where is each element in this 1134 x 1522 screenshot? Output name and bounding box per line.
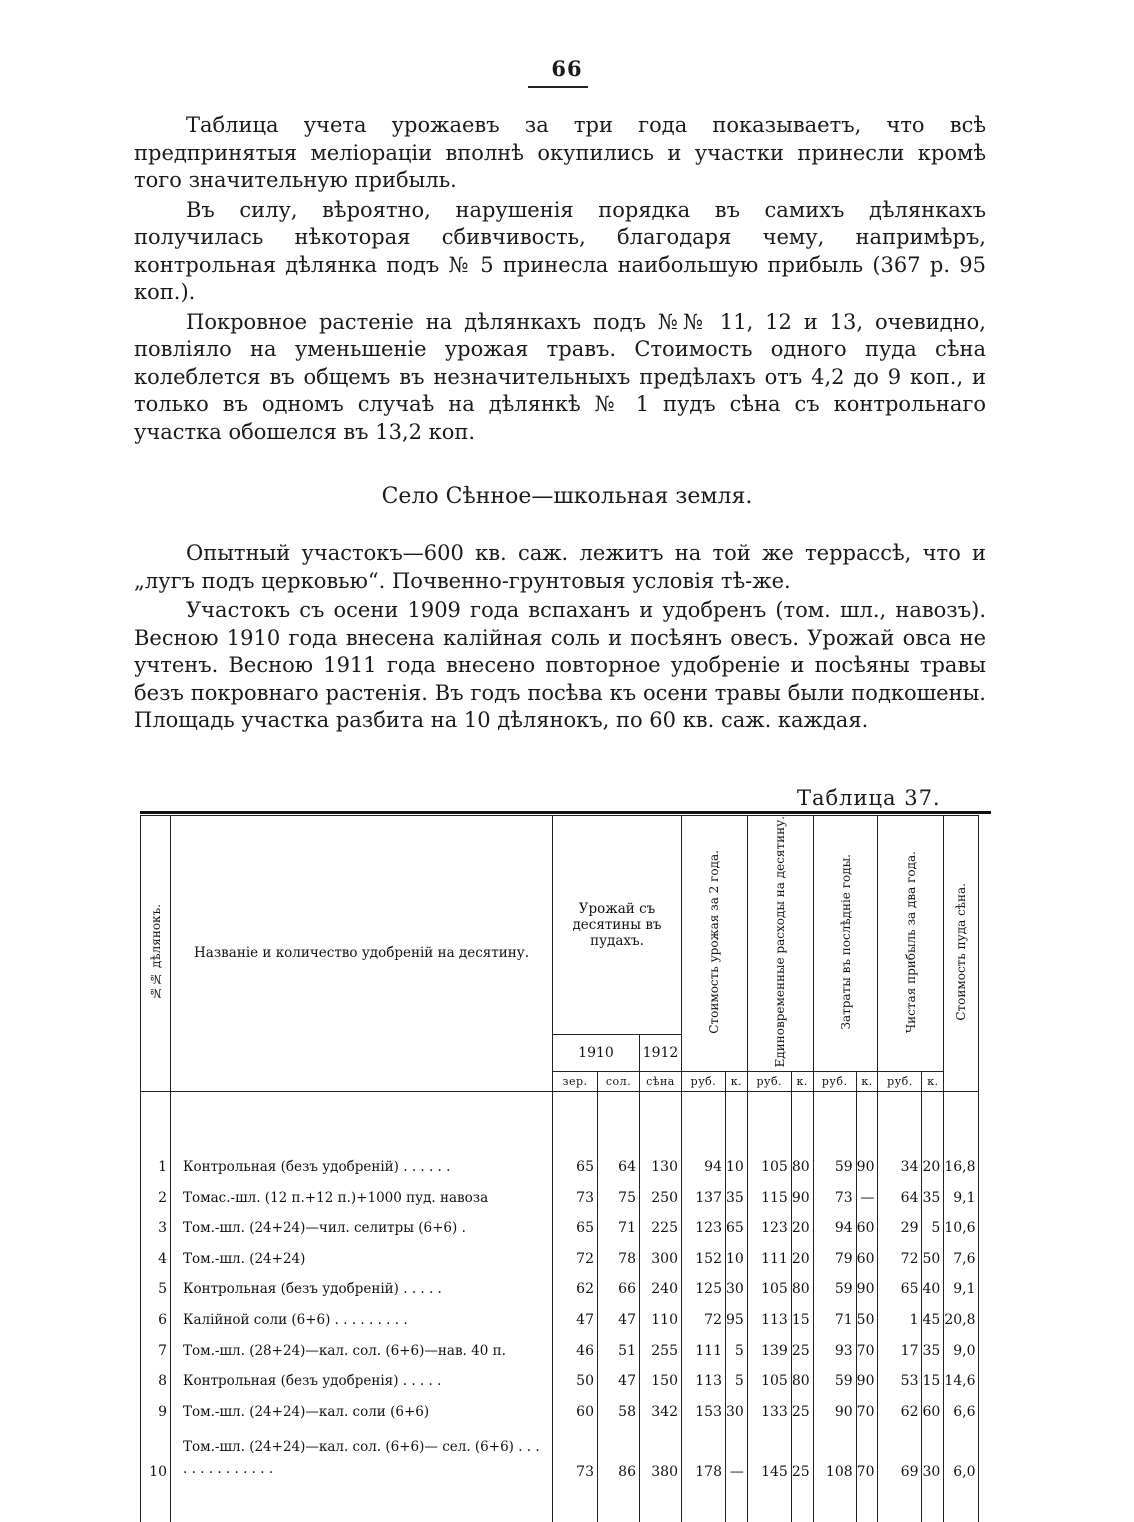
- onetime-kop: 20: [791, 1239, 813, 1270]
- fertilizer-table: [140, 815, 979, 1522]
- fertilizer-name: Том.-шл. (28+24)—кал. сол. (6+6)—нав. 40 п.: [171, 1331, 553, 1362]
- profit-rub: 29: [878, 1209, 922, 1240]
- unit-rub: руб.: [682, 1072, 726, 1092]
- hay-cost: 6,6: [944, 1392, 979, 1423]
- cost-kop: 35: [726, 1178, 748, 1209]
- cost-rub: 113: [682, 1362, 726, 1393]
- table-row: [141, 1362, 979, 1393]
- page-number-rule: [528, 86, 588, 88]
- plot-number: 4: [141, 1239, 171, 1270]
- cost-kop: 10: [726, 1239, 748, 1270]
- unit-rub: руб.: [813, 1072, 856, 1092]
- expenses-kop: 50: [856, 1300, 878, 1331]
- onetime-rub: 111: [747, 1239, 791, 1270]
- cost-rub: 94: [682, 1147, 726, 1178]
- header-name: Названіе и количество удобреній на десятину.: [171, 816, 553, 1092]
- yield-grain: 62: [553, 1270, 598, 1301]
- yield-straw: 66: [598, 1270, 640, 1301]
- profit-rub: 34: [878, 1147, 922, 1178]
- fertilizer-name: Контрольная (безъ удобреній) . . . . . .: [171, 1147, 553, 1178]
- yield-grain: 47: [553, 1300, 598, 1331]
- table-row: [141, 1147, 979, 1178]
- onetime-kop: 90: [791, 1178, 813, 1209]
- header-year-1910: 1910: [553, 1034, 640, 1072]
- hay-cost: 9,1: [944, 1270, 979, 1301]
- onetime-kop: 20: [791, 1209, 813, 1240]
- unit-hay: сѣна: [640, 1072, 682, 1092]
- cost-kop: 65: [726, 1209, 748, 1240]
- unit-kop: к.: [791, 1072, 813, 1092]
- onetime-rub: 105: [747, 1147, 791, 1178]
- fertilizer-name: Том.-шл. (24+24)—кал. сол. (6+6)— сел. (6+6) . . . . . . . . . . . . . .: [171, 1423, 553, 1483]
- fertilizer-name: Том.-шл. (24+24): [171, 1239, 553, 1270]
- header-expenses: Затраты въ послѣдніе годы.: [813, 816, 878, 1072]
- expenses-kop: 60: [856, 1239, 878, 1270]
- cost-kop: 95: [726, 1300, 748, 1331]
- onetime-kop: 25: [791, 1423, 813, 1483]
- profit-kop: 5: [922, 1209, 944, 1240]
- header-onetime: Единовременные расходы на десятину.: [747, 816, 813, 1072]
- fertilizer-name: Контрольная (безъ удобренія) . . . . .: [171, 1362, 553, 1393]
- cost-kop: 10: [726, 1147, 748, 1178]
- cost-kop: 30: [726, 1270, 748, 1301]
- yield-straw: 75: [598, 1178, 640, 1209]
- table-row: [141, 1209, 979, 1240]
- fertilizer-name: Том.-шл. (24+24)—кал. соли (6+6): [171, 1392, 553, 1423]
- yield-straw: 78: [598, 1239, 640, 1270]
- expenses-kop: 60: [856, 1209, 878, 1240]
- table-row: [141, 1270, 979, 1301]
- expenses-kop: —: [856, 1178, 878, 1209]
- table-row: [141, 1300, 979, 1331]
- header-plot-no: №№ дѣлянокъ.: [141, 816, 171, 1092]
- expenses-rub: 93: [813, 1331, 856, 1362]
- plot-number: 5: [141, 1270, 171, 1301]
- fertilizer-name: Томас.-шл. (12 п.+12 п.)+1000 пуд. навоза: [171, 1178, 553, 1209]
- header-cost: Стоимость урожая за 2 года.: [682, 816, 748, 1072]
- hay-cost: 14,6: [944, 1362, 979, 1393]
- plot-number: 2: [141, 1178, 171, 1209]
- onetime-rub: 105: [747, 1270, 791, 1301]
- page-number: 66: [551, 56, 583, 81]
- yield-hay: 240: [640, 1270, 682, 1301]
- plot-number: 9: [141, 1392, 171, 1423]
- profit-kop: 50: [922, 1239, 944, 1270]
- yield-hay: 150: [640, 1362, 682, 1393]
- profit-kop: 20: [922, 1147, 944, 1178]
- onetime-kop: 25: [791, 1392, 813, 1423]
- paragraph-5: Участокъ съ осени 1909 года вспаханъ и удобренъ (том. шл., навозъ). Весною 1910 года внесена калійная соль и посѣянъ овесъ. Урожай овса не учтенъ. Весною 1911 года внесено повторное удобреніе и посѣяны травы безъ покровнаго растенія. Въ годъ посѣва къ осени травы были подкошены. Площадь участка разбита на 10 дѣлянокъ, по 60 кв. саж. каждая.: [134, 598, 986, 732]
- cost-kop: 5: [726, 1362, 748, 1393]
- yield-hay: 255: [640, 1331, 682, 1362]
- yield-straw: 64: [598, 1147, 640, 1178]
- onetime-rub: 113: [747, 1300, 791, 1331]
- yield-grain: 60: [553, 1392, 598, 1423]
- expenses-rub: 59: [813, 1147, 856, 1178]
- cost-kop: 5: [726, 1331, 748, 1362]
- section-heading: Село Сѣнное—школьная земля.: [381, 484, 753, 509]
- plot-number: 8: [141, 1362, 171, 1393]
- yield-straw: 71: [598, 1209, 640, 1240]
- paragraph-4: Опытный участокъ—600 кв. саж. лежитъ на той же террассѣ, что и „лугъ подъ церковью“. Почвенно-грунтовыя условія тѣ-же.: [134, 541, 986, 593]
- cost-rub: 123: [682, 1209, 726, 1240]
- plot-number: 7: [141, 1331, 171, 1362]
- table-row: [141, 1239, 979, 1270]
- yield-grain: 73: [553, 1423, 598, 1483]
- expenses-kop: 70: [856, 1331, 878, 1362]
- intro-text: [134, 112, 986, 446]
- unit-straw: сол.: [598, 1072, 640, 1092]
- cost-kop: —: [726, 1423, 748, 1483]
- fertilizer-name: Калійной соли (6+6) . . . . . . . . .: [171, 1300, 553, 1331]
- paragraph-3: Покровное растеніе на дѣлянкахъ подъ №№ 11, 12 и 13, очевидно, повліяло на уменьшеніе урожая травъ. Стоимость одного пуда сѣна колеблется въ общемъ въ незначительныхъ предѣлахъ отъ 4,2 до 9 коп., и только въ одномъ случаѣ на дѣлянкѣ № 1 пудъ сѣна съ контрольнаго участка обошелся въ 13,2 коп.: [134, 309, 986, 444]
- onetime-kop: 80: [791, 1147, 813, 1178]
- onetime-rub: 145: [747, 1423, 791, 1483]
- yield-straw: 47: [598, 1300, 640, 1331]
- header-profit: Чистая прибыль за два года.: [878, 816, 944, 1072]
- unit-kop: к.: [922, 1072, 944, 1092]
- header-year-1912: 1912: [640, 1034, 682, 1072]
- expenses-kop: 90: [856, 1270, 878, 1301]
- yield-straw: 58: [598, 1392, 640, 1423]
- profit-rub: 17: [878, 1331, 922, 1362]
- hay-cost: 20,8: [944, 1300, 979, 1331]
- yield-grain: 65: [553, 1209, 598, 1240]
- table-row: [141, 1331, 979, 1362]
- onetime-rub: 123: [747, 1209, 791, 1240]
- cost-kop: 30: [726, 1392, 748, 1423]
- table-row: [141, 1178, 979, 1209]
- yield-grain: 65: [553, 1147, 598, 1178]
- expenses-rub: 90: [813, 1392, 856, 1423]
- yield-grain: 72: [553, 1239, 598, 1270]
- profit-rub: 1: [878, 1300, 922, 1331]
- profit-rub: 62: [878, 1392, 922, 1423]
- yield-straw: 51: [598, 1331, 640, 1362]
- expenses-kop: 70: [856, 1392, 878, 1423]
- cost-rub: 125: [682, 1270, 726, 1301]
- yield-grain: 50: [553, 1362, 598, 1393]
- onetime-kop: 80: [791, 1362, 813, 1393]
- yield-hay: 225: [640, 1209, 682, 1240]
- section-text: [134, 540, 986, 735]
- profit-kop: 60: [922, 1392, 944, 1423]
- cost-rub: 152: [682, 1239, 726, 1270]
- cost-rub: 153: [682, 1392, 726, 1423]
- cost-rub: 178: [682, 1423, 726, 1483]
- expenses-rub: 71: [813, 1300, 856, 1331]
- expenses-rub: 108: [813, 1423, 856, 1483]
- yield-hay: 300: [640, 1239, 682, 1270]
- unit-rub: руб.: [878, 1072, 922, 1092]
- expenses-rub: 59: [813, 1270, 856, 1301]
- profit-kop: 35: [922, 1331, 944, 1362]
- table-top-rule: [140, 811, 991, 814]
- fertilizer-name: Контрольная (безъ удобреній) . . . . .: [171, 1270, 553, 1301]
- expenses-rub: 73: [813, 1178, 856, 1209]
- onetime-kop: 80: [791, 1270, 813, 1301]
- profit-rub: 53: [878, 1362, 922, 1393]
- expenses-kop: 70: [856, 1423, 878, 1483]
- expenses-rub: 79: [813, 1239, 856, 1270]
- profit-rub: 72: [878, 1239, 922, 1270]
- paragraph-2: Въ силу, вѣроятно, нарушенія порядка въ самихъ дѣлянкахъ получилась нѣкоторая сбивчивость, благодаря чему, напримѣръ, контрольная дѣлянка подъ № 5 принесла наибольшую прибыль (367 р. 95 коп.).: [134, 197, 986, 304]
- onetime-rub: 105: [747, 1362, 791, 1393]
- hay-cost: 9,1: [944, 1178, 979, 1209]
- plot-number: 3: [141, 1209, 171, 1240]
- hay-cost: 9,0: [944, 1331, 979, 1362]
- table-row: [141, 1423, 979, 1483]
- profit-kop: 45: [922, 1300, 944, 1331]
- yield-straw: 47: [598, 1362, 640, 1393]
- unit-rub: руб.: [747, 1072, 791, 1092]
- yield-grain: 46: [553, 1331, 598, 1362]
- hay-cost: 10,6: [944, 1209, 979, 1240]
- hay-cost: 6,0: [944, 1423, 979, 1483]
- expenses-kop: 90: [856, 1362, 878, 1393]
- profit-rub: 65: [878, 1270, 922, 1301]
- unit-kop: к.: [856, 1072, 878, 1092]
- plot-number: 1: [141, 1147, 171, 1178]
- header-hay-cost: Стоимость пуда сѣна.: [944, 816, 979, 1092]
- plot-number: 10: [141, 1423, 171, 1483]
- onetime-rub: 139: [747, 1331, 791, 1362]
- expenses-kop: 90: [856, 1147, 878, 1178]
- yield-hay: 250: [640, 1178, 682, 1209]
- yield-hay: 380: [640, 1423, 682, 1483]
- onetime-rub: 115: [747, 1178, 791, 1209]
- table-row: [141, 1392, 979, 1423]
- unit-grain: зер.: [553, 1072, 598, 1092]
- profit-kop: 40: [922, 1270, 944, 1301]
- yield-straw: 86: [598, 1423, 640, 1483]
- hay-cost: 7,6: [944, 1239, 979, 1270]
- cost-rub: 72: [682, 1300, 726, 1331]
- profit-rub: 64: [878, 1178, 922, 1209]
- yield-grain: 73: [553, 1178, 598, 1209]
- expenses-rub: 94: [813, 1209, 856, 1240]
- onetime-rub: 133: [747, 1392, 791, 1423]
- fertilizer-name: Том.-шл. (24+24)—чил. селитры (6+6) .: [171, 1209, 553, 1240]
- expenses-rub: 59: [813, 1362, 856, 1393]
- yield-hay: 110: [640, 1300, 682, 1331]
- header-yield: Урожай съ десятины въ пудахъ.: [553, 816, 682, 1035]
- plot-number: 6: [141, 1300, 171, 1331]
- profit-kop: 35: [922, 1178, 944, 1209]
- spacer-row: [141, 1092, 979, 1148]
- paragraph-1: Таблица учета урожаевъ за три года показываетъ, что всѣ предпринятыя меліораціи вполнѣ окупились и участки принесли кромѣ того значительную прибыль.: [134, 113, 986, 192]
- hay-cost: 16,8: [944, 1147, 979, 1178]
- table-bottom-space: [141, 1483, 979, 1522]
- profit-kop: 15: [922, 1362, 944, 1393]
- yield-hay: 342: [640, 1392, 682, 1423]
- unit-kop: к.: [726, 1072, 748, 1092]
- onetime-kop: 25: [791, 1331, 813, 1362]
- cost-rub: 137: [682, 1178, 726, 1209]
- onetime-kop: 15: [791, 1300, 813, 1331]
- yield-hay: 130: [640, 1147, 682, 1178]
- profit-kop: 30: [922, 1423, 944, 1483]
- profit-rub: 69: [878, 1423, 922, 1483]
- cost-rub: 111: [682, 1331, 726, 1362]
- table-caption: Таблица 37.: [797, 786, 941, 810]
